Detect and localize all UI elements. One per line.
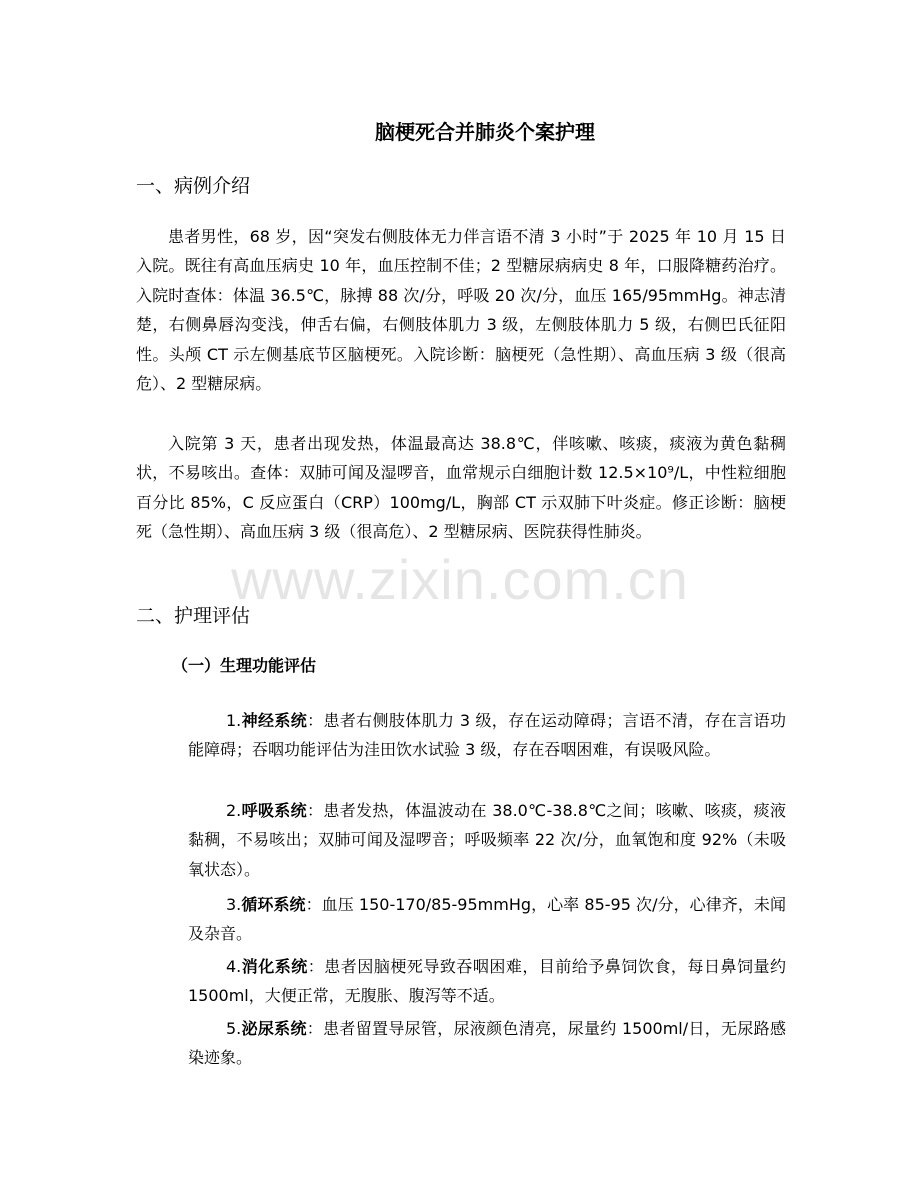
- section-heading-nursing-assessment: 二、护理评估: [136, 605, 251, 627]
- item-number: 2.: [226, 801, 242, 820]
- assessment-item-circulatory: [188, 890, 786, 949]
- document-title: 脑梗死合并肺炎个案护理: [375, 120, 595, 144]
- watermark: www.zixin.com.cn: [231, 548, 689, 611]
- item-label: 消化系统: [241, 957, 308, 976]
- item-text: ：患者右侧肢体肌力 3 级，存在运动障碍；言语不清，存在言语功能障碍；吞咽功能评估为洼田饮水试验 3 级，存在吞咽困难，有误吸风险。: [188, 711, 786, 760]
- item-number: 4.: [226, 957, 242, 976]
- item-number: 5.: [226, 1019, 242, 1038]
- assessment-item-digestive: [188, 952, 786, 1011]
- case-intro-paragraph-2: 入院第 3 天，患者出现发热，体温最高达 38.8℃，伴咳嗽、咳痰，痰液为黄色黏稠状，不易咳出。查体：双肺可闻及湿啰音，血常规示白细胞计数 12.5×10⁹/L，中性粒细胞百分比 85%，C 反应蛋白（CRP）100mg/L，胸部 CT 示双肺下叶炎症。修正诊断：脑梗死（急性期）、高血压病 3 级（很高危）、2 型糖尿病、医院获得性肺炎。: [136, 434, 786, 542]
- assessment-item-respiratory: [188, 796, 786, 884]
- item-label: 泌尿系统: [241, 1019, 307, 1038]
- item-text: ：患者发热，体温波动在 38.0℃-38.8℃之间；咳嗽、咳痰，痰液黏稠，不易咳出；双肺可闻及湿啰音；呼吸频率 22 次/分，血氧饱和度 92%（未吸氧状态）。: [188, 801, 786, 879]
- item-text: ：患者留置导尿管，尿液颜色清亮，尿量约 1500ml/日，无尿路感染迹象。: [188, 1019, 786, 1068]
- item-text: ：患者因脑梗死导致吞咽困难，目前给予鼻饲饮食，每日鼻饲量约 1500ml，大便正常，无腹胀、腹泻等不适。: [188, 957, 786, 1006]
- item-label: 神经系统: [241, 711, 308, 730]
- item-label: 循环系统: [241, 895, 306, 914]
- assessment-item-urinary: [188, 1014, 786, 1073]
- item-label: 呼吸系统: [241, 801, 307, 820]
- case-intro-paragraph-1: 患者男性，68 岁，因“突发右侧肢体无力伴言语不清 3 小时”于 2025 年 10 月 15 日入院。既往有高血压病史 10 年，血压控制不佳；2 型糖尿病病史 8 年，口服降糖药治疗。入院时查体：体温 36.5℃，脉搏 88 次/分，呼吸 20 次/分，血压 165/95mmHg。神志清楚，右侧鼻唇沟变浅，伸舌右偏，右侧肢体肌力 3 级，左侧肢体肌力 5 级，右侧巴氏征阳性。头颅 CT 示左侧基底节区脑梗死。入院诊断：脑梗死（急性期）、高血压病 3 级（很高危）、2 型糖尿病。: [136, 227, 786, 394]
- item-text: ：血压 150-170/85-95mmHg，心率 85-95 次/分，心律齐，未闻及杂音。: [188, 895, 786, 944]
- item-number: 3.: [226, 895, 242, 914]
- section-heading-case-intro: 一、病例介绍: [136, 175, 251, 197]
- item-number: 1.: [226, 711, 242, 730]
- subsection-heading-physiological: （一）生理功能评估: [172, 656, 317, 675]
- assessment-item-nervous: [188, 706, 786, 765]
